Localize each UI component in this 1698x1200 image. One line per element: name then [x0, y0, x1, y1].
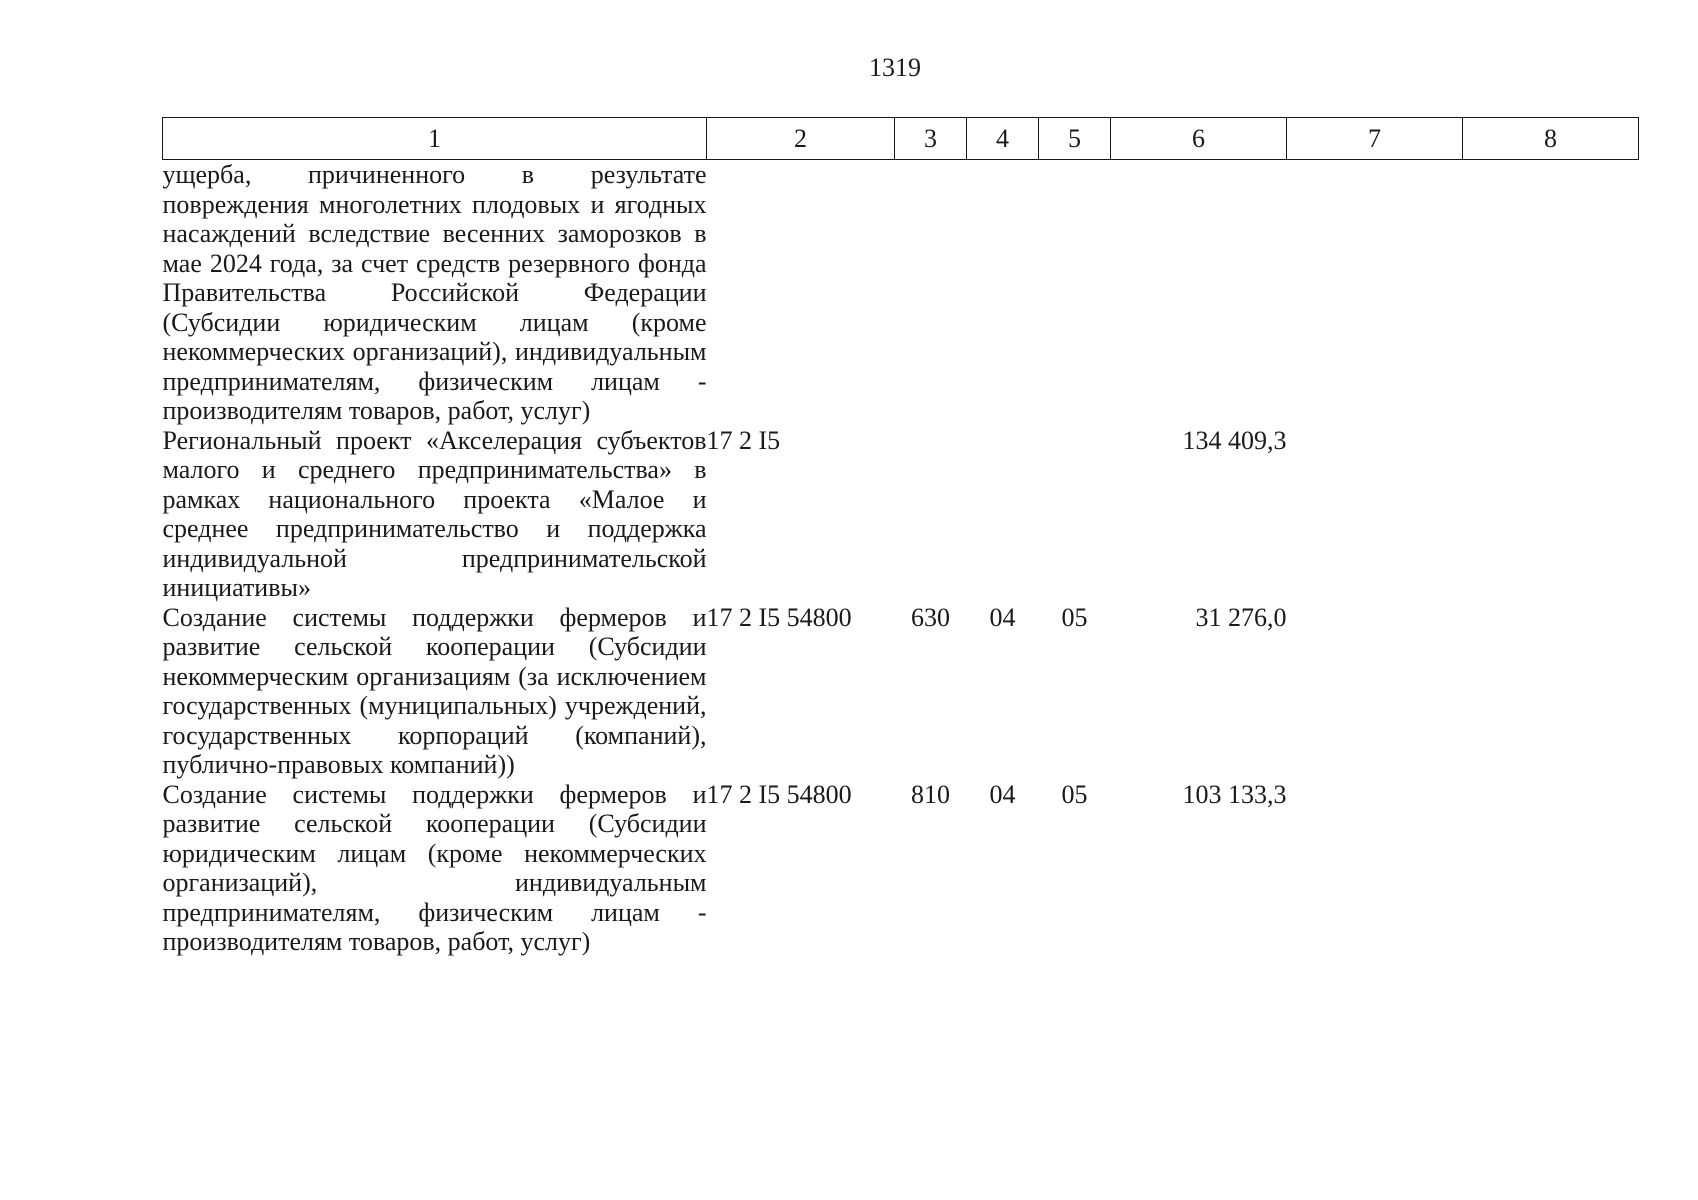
row-col7	[1287, 780, 1463, 957]
header-col-7: 7	[1287, 118, 1463, 160]
page-number: 1319	[869, 53, 921, 82]
row-amount: 31 276,0	[1195, 602, 1287, 632]
table-row	[163, 603, 1639, 780]
row-subsection	[1039, 160, 1111, 426]
row-section	[967, 160, 1039, 426]
header-col-2: 2	[707, 118, 895, 160]
header-col-1: 1	[163, 118, 707, 160]
header-row	[163, 118, 1639, 160]
header-col-8: 8	[1463, 118, 1639, 160]
row-name: ущерба, причиненного в результате повреждения многолетних плодовых и ягодных насаждений вследствие весенних заморозков в мае 2024 года, за счет средств резервного фонда Правительства Российской Федерации (Субсидии юридическим лицам (кроме некоммерческих организаций), индивидуальным предпринимателям, физическим лицам - производителям товаров, работ, услуг)	[162, 160, 707, 425]
header-col-6: 6	[1111, 118, 1287, 160]
row-code	[707, 160, 895, 426]
row-name: Региональный проект «Акселерация субъектов малого и среднего предпринимательства» в рамках национального проекта «Малое и среднее предпринимательство и поддержка индивидуальной предпринимательской инициативы»	[162, 425, 707, 602]
header-col-5: 5	[1039, 118, 1111, 160]
row-col8	[1463, 160, 1639, 426]
row-col7	[1287, 603, 1463, 780]
row-subsection: 05	[1061, 602, 1088, 632]
row-amount: 134 409,3	[1182, 425, 1287, 455]
budget-table	[162, 117, 1639, 957]
row-type	[895, 160, 967, 426]
row-code: 17 2 I5	[706, 425, 781, 455]
row-subsection	[1039, 426, 1111, 603]
header-col-4: 4	[967, 118, 1039, 160]
table-row	[163, 780, 1639, 957]
row-amount	[1111, 160, 1287, 426]
row-col8	[1463, 426, 1639, 603]
row-subsection: 05	[1061, 779, 1088, 809]
row-amount: 103 133,3	[1182, 779, 1287, 809]
row-type: 630	[911, 602, 950, 632]
row-type: 810	[911, 779, 950, 809]
row-col8	[1463, 780, 1639, 957]
row-name: Создание системы поддержки фермеров и развитие сельской кооперации (Субсидии некоммерческим организациям (за исключением государственных (муниципальных) учреждений, государственных корпораций (компаний), публично-правовых компаний))	[162, 602, 707, 779]
row-section: 04	[989, 602, 1016, 632]
table-body	[163, 160, 1639, 957]
header-col-3: 3	[895, 118, 967, 160]
row-type	[895, 426, 967, 603]
row-col8	[1463, 603, 1639, 780]
table-header	[163, 118, 1639, 160]
row-col7	[1287, 160, 1463, 426]
row-col7	[1287, 426, 1463, 603]
table-row	[163, 426, 1639, 603]
row-section	[967, 426, 1039, 603]
table-row	[163, 160, 1639, 426]
row-code: 17 2 I5 54800	[706, 602, 852, 632]
row-code: 17 2 I5 54800	[706, 779, 852, 809]
row-section: 04	[989, 779, 1016, 809]
row-name: Создание системы поддержки фермеров и развитие сельской кооперации (Субсидии юридическим лицам (кроме некоммерческих организаций), индивидуальным предпринимателям, физическим лицам - производителям товаров, работ, услуг)	[162, 779, 707, 956]
